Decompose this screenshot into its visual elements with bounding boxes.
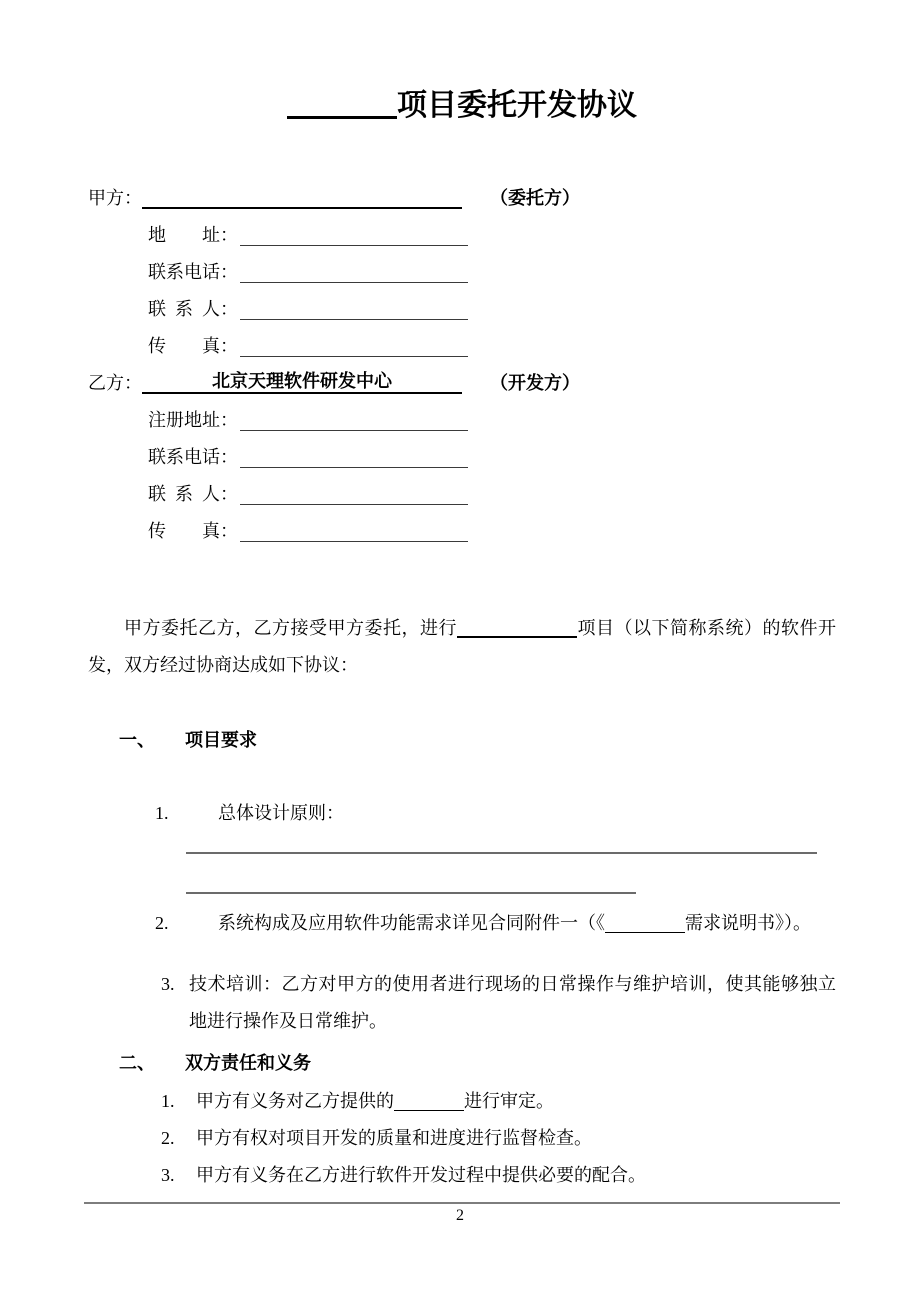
party-b-address-row [88, 402, 836, 439]
section-1-number: 一、 [119, 730, 155, 750]
intro-project-name-blank [457, 618, 577, 638]
intro-text-post: 项目（以下简称系统）的软件开发，双方经过协商达成如下协议： [88, 618, 836, 675]
party-b-contact-label: 联 系 人： [148, 484, 238, 504]
party-a-phone-label: 联系电话： [148, 262, 238, 282]
section-2-number: 二、 [119, 1053, 155, 1073]
fill-in-line-2 [186, 854, 636, 894]
requirement-doc-name-blank [605, 914, 685, 933]
section-1-heading [88, 722, 836, 759]
item-number: 2. [155, 913, 169, 933]
item-number: 1. [161, 1091, 175, 1111]
item-text-post: 需求说明书》）。 [685, 913, 811, 933]
intro-text-pre: 甲方委托乙方，乙方接受甲方委托，进行 [124, 618, 457, 638]
party-a-address-label: 地 址： [148, 225, 238, 245]
party-b-role: （开发方） [490, 373, 580, 393]
item-text: 甲方有义务在乙方进行软件开发过程中提供必要的配合。 [196, 1165, 646, 1185]
party-b-contact-blank [240, 484, 468, 505]
party-a-contact-row [88, 291, 836, 328]
party-a-contact-label: 联 系 人： [148, 299, 238, 319]
party-a-name-blank [142, 181, 462, 209]
item-text-post: 进行审定。 [464, 1091, 554, 1111]
party-b-name-blank [142, 366, 462, 394]
section-2-heading [88, 1045, 836, 1082]
party-a-address-row [88, 217, 836, 254]
party-a-header-row [88, 180, 836, 217]
item-number: 3. [161, 974, 175, 994]
party-b-fax-blank [240, 521, 468, 542]
party-b-fax-row [88, 513, 836, 550]
party-b-header-row [88, 365, 836, 402]
item-number: 2. [161, 1128, 175, 1148]
section-1-item-3 [161, 966, 836, 1040]
party-a-fax-blank [240, 336, 468, 357]
section-2-item-1 [161, 1083, 836, 1120]
party-a-fax-label: 传 真： [148, 336, 238, 356]
footer-rule [84, 1202, 840, 1204]
section-1-title: 项目要求 [185, 730, 257, 750]
item-text-pre: 系统构成及应用软件功能需求详见合同附件一（《 [218, 913, 605, 933]
party-a-fax-row [88, 328, 836, 365]
party-b-address-blank [240, 410, 468, 431]
party-b-name: 北京天理软件研发中心 [212, 371, 392, 391]
item-text [218, 905, 836, 942]
party-a-contact-blank [240, 299, 468, 320]
section-1-item-1 [155, 795, 836, 832]
section-2-item-3 [161, 1157, 836, 1194]
party-b-phone-label: 联系电话： [148, 447, 238, 467]
party-b-block [88, 365, 836, 550]
party-a-phone-blank [240, 262, 468, 283]
party-a-block [88, 180, 836, 365]
party-b-phone-blank [240, 447, 468, 468]
deliverable-name-blank [394, 1092, 464, 1111]
item-text: 技术培训：乙方对甲方的使用者进行现场的日常操作与维护培训，使其能够独立地进行操作及日常维护。 [189, 974, 836, 1031]
item-text-pre: 甲方有义务对乙方提供的 [196, 1091, 394, 1111]
item-text: 甲方有权对项目开发的质量和进度进行监督检查。 [196, 1128, 592, 1148]
party-b-contact-row [88, 476, 836, 513]
fill-in-line-1 [186, 832, 817, 854]
title-text: 项目委托开发协议 [397, 89, 637, 122]
party-b-phone-row [88, 439, 836, 476]
page-number: 2 [456, 1207, 464, 1224]
item-number: 1. [155, 803, 169, 823]
section-1-item-2 [155, 905, 836, 942]
intro-paragraph [88, 610, 836, 684]
document-title [88, 84, 836, 128]
item-text [196, 1083, 836, 1120]
party-a-address-blank [240, 225, 468, 246]
title-blank-line [287, 88, 397, 119]
section-2-item-2 [161, 1120, 836, 1157]
item-text: 总体设计原则： [218, 803, 344, 823]
party-a-phone-row [88, 254, 836, 291]
party-b-label: 乙方： [88, 373, 142, 393]
party-a-role: （委托方） [490, 188, 580, 208]
party-a-label: 甲方： [88, 188, 142, 208]
party-b-fax-label: 传 真： [148, 521, 238, 541]
party-b-address-label: 注册地址： [148, 410, 238, 430]
item-number: 3. [161, 1165, 175, 1185]
section-2-title: 双方责任和义务 [185, 1053, 311, 1073]
